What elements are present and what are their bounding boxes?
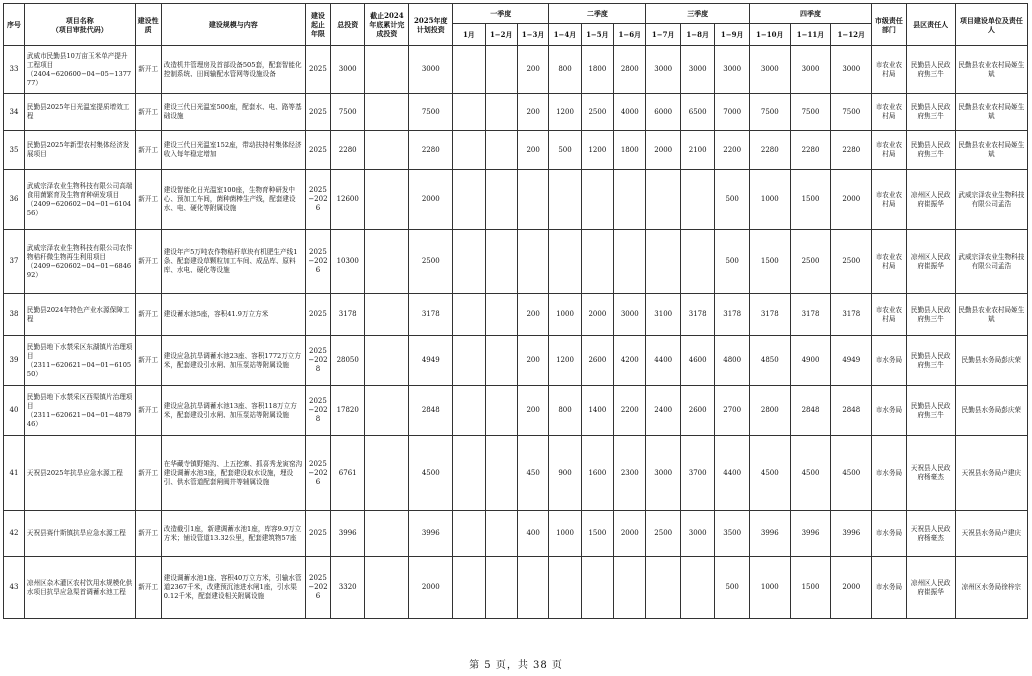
row-month-value: 3000 [680,46,714,94]
row-county-owner: 天祝县人民政府杨豪杰 [906,436,955,511]
row-city-dept: 市水务局 [872,386,906,436]
row-plan: 3000 [409,46,453,94]
row-nature: 新开工 [135,46,161,94]
row-city-dept: 市农业农村局 [872,170,906,230]
row-period: 2025−2026 [305,557,330,619]
row-month-value: 2500 [646,511,680,557]
row-month-value [646,170,680,230]
row-month-value: 4000 [614,94,646,131]
row-month-value: 7500 [749,94,790,131]
row-month-value: 2300 [614,436,646,511]
row-nature: 新开工 [135,557,161,619]
header-owner: 项目建设单位及责任人 [955,4,1027,46]
header-total: 总投资 [330,4,364,46]
row-month-value: 200 [517,386,548,436]
row-month-value [453,336,485,386]
row-project-owner: 凉州区水务局徐梓宗 [955,557,1027,619]
row-nature: 新开工 [135,94,161,131]
row-plan: 2000 [409,170,453,230]
row-month-value: 4500 [831,436,872,511]
row-month-value: 1000 [749,557,790,619]
row-month-value: 2848 [790,386,831,436]
header-city-dept: 市级责任部门 [872,4,906,46]
row-period: 2025 [305,46,330,94]
row-month-value [680,230,714,294]
row-scale: 改造截引1座，新建调蓄水池1座，库容9.9万立方米；铺设管道13.32公里，配套建筑物57座 [161,511,305,557]
row-month-value: 200 [517,294,548,336]
row-period: 2025 [305,131,330,170]
row-month-value [614,557,646,619]
row-month-value: 3178 [790,294,831,336]
row-plan: 2280 [409,131,453,170]
page-footer: 第 5 页，共 38 页 [469,660,563,671]
row-month-value: 3000 [614,294,646,336]
row-city-dept: 市农业农村局 [872,294,906,336]
row-plan: 4949 [409,336,453,386]
row-month-value [485,46,517,94]
header-q1: 一季度 [453,4,549,24]
header-q4: 四季度 [749,4,871,24]
row-month-value: 4900 [790,336,831,386]
row-month-value [485,170,517,230]
row-month-value: 4200 [614,336,646,386]
row-project-name: 民勤县地下水禁采区东湖镇片治理项目 （2311−620621−04−01−610550） [24,336,135,386]
row-month-value [517,230,548,294]
row-project-owner: 民勤县水务局彭庆荣 [955,386,1027,436]
row-scale: 建设智能化日光温室100座，生物育种研发中心、预加工车间，菌种菌棒生产线，配套建设水、电、硬化等附属设施 [161,170,305,230]
row-nature: 新开工 [135,336,161,386]
row-project-owner: 民勤县农业农村局姬生斌 [955,294,1027,336]
row-month-value: 200 [517,46,548,94]
row-month-value: 2280 [749,131,790,170]
row-month-value: 3000 [790,46,831,94]
row-seq: 37 [4,230,25,294]
row-month-value [453,294,485,336]
row-period: 2025 [305,294,330,336]
row-month-value: 4800 [715,336,750,386]
row-month-value: 1000 [549,511,581,557]
row-month-value [453,386,485,436]
row-done [365,230,409,294]
row-month-value [485,336,517,386]
table-row [4,386,1028,436]
table-row [4,511,1028,557]
row-total: 3320 [330,557,364,619]
header-month: 1−3月 [517,24,548,46]
row-project-owner: 武威宗泽农业生物科技有限公司孟浩 [955,170,1027,230]
row-month-value: 2800 [749,386,790,436]
row-month-value: 2000 [831,170,872,230]
row-month-value: 3996 [790,511,831,557]
row-month-value: 4400 [646,336,680,386]
row-month-value: 3178 [831,294,872,336]
row-month-value [614,170,646,230]
row-project-owner: 民勤县农业农村局姬生斌 [955,46,1027,94]
row-month-value: 2200 [715,131,750,170]
header-month: 1−5月 [581,24,613,46]
row-month-value [549,230,581,294]
row-done [365,386,409,436]
row-scale: 改造机井管理房及首部设备505套，配套智能化控制系统、田间输配水管网等设施设备 [161,46,305,94]
row-plan: 3996 [409,511,453,557]
row-month-value: 1500 [790,170,831,230]
row-county-owner: 民勤县人民政府焦三牛 [906,131,955,170]
row-seq: 34 [4,94,25,131]
header-month: 1−6月 [614,24,646,46]
row-month-value [517,557,548,619]
row-project-name: 民勤县2025年新型农村集体经济发展项目 [24,131,135,170]
row-city-dept: 市水务局 [872,511,906,557]
row-month-value: 3996 [831,511,872,557]
row-month-value: 2000 [614,511,646,557]
row-scale: 建设年产5万吨农作物秸秆草块有机肥生产线1条、配套建设草颗粒加工车间、成品库、原料库、水电、硬化等设施 [161,230,305,294]
row-total: 10300 [330,230,364,294]
header-period: 建设起止年限 [305,4,330,46]
row-month-value [453,46,485,94]
row-month-value: 4500 [749,436,790,511]
row-scale: 建设应急抗旱调蓄水池23座、容积1772万立方米，配套建设引水闸、加压泵站等附属设施 [161,336,305,386]
row-month-value: 3178 [680,294,714,336]
row-month-value [485,230,517,294]
row-month-value: 2500 [790,230,831,294]
row-month-value: 4500 [790,436,831,511]
row-nature: 新开工 [135,131,161,170]
row-done [365,294,409,336]
row-month-value [646,230,680,294]
row-done [365,511,409,557]
header-seq: 序号 [4,4,25,46]
table-row [4,46,1028,94]
row-month-value: 1500 [790,557,831,619]
row-month-value: 900 [549,436,581,511]
table-row [4,336,1028,386]
row-county-owner: 民勤县人民政府焦三牛 [906,94,955,131]
header-month: 1−2月 [485,24,517,46]
row-period: 2025−2028 [305,336,330,386]
row-month-value: 2000 [831,557,872,619]
row-month-value [485,131,517,170]
row-month-value: 2200 [614,386,646,436]
row-month-value: 4400 [715,436,750,511]
row-month-value [549,170,581,230]
row-total: 7500 [330,94,364,131]
row-county-owner: 民勤县人民政府焦三牛 [906,336,955,386]
header-q2: 二季度 [549,4,646,24]
row-total: 12600 [330,170,364,230]
row-total: 17820 [330,386,364,436]
header-month: 1−7月 [646,24,680,46]
row-month-value [485,436,517,511]
row-month-value: 3000 [646,436,680,511]
row-month-value [485,557,517,619]
row-scale: 建设应急抗旱调蓄水池13座、容积118万立方米，配套建设引水闸、加压泵站等附属设施 [161,386,305,436]
row-month-value [453,436,485,511]
row-month-value: 2000 [646,131,680,170]
row-scale: 建设蓄水池5座，容积41.9万立方米 [161,294,305,336]
row-month-value: 500 [549,131,581,170]
row-month-value: 2280 [831,131,872,170]
row-scale: 在华藏寺镇野雉沟、上五挖寨、抓喜秀龙寅窑沟建设调蓄水池3座，配套建设取水设施，埋设引、供水管道配套闸阀井等辅属设施 [161,436,305,511]
row-month-value: 200 [517,131,548,170]
row-month-value: 7500 [790,94,831,131]
row-done [365,94,409,131]
row-plan: 7500 [409,94,453,131]
row-month-value [581,557,613,619]
row-month-value [680,170,714,230]
row-project-name: 民勤县地下水禁采区西渠镇片治理项目 （2311−620621−04−01−487946） [24,386,135,436]
project-table [3,3,1028,619]
row-county-owner: 民勤县人民政府焦三牛 [906,46,955,94]
row-project-owner: 民勤县农业农村局姬生斌 [955,131,1027,170]
row-month-value: 3000 [715,46,750,94]
row-month-value [581,230,613,294]
row-seq: 33 [4,46,25,94]
row-city-dept: 市水务局 [872,336,906,386]
row-month-value [485,386,517,436]
row-month-value: 3178 [749,294,790,336]
row-period: 2025 [305,94,330,131]
row-month-value: 2700 [715,386,750,436]
row-month-value [646,557,680,619]
row-nature: 新开工 [135,436,161,511]
row-month-value: 800 [549,46,581,94]
row-project-name: 武威宗泽农业生物科技有限公司高端食用菌繁育及生物育种研发项目 （2409−620602−04−01−610456） [24,170,135,230]
row-project-name: 民勤县2025年日光温室提质增效工程 [24,94,135,131]
row-nature: 新开工 [135,386,161,436]
row-month-value: 3000 [749,46,790,94]
row-month-value: 2400 [646,386,680,436]
header-month: 1−4月 [549,24,581,46]
row-month-value: 200 [517,336,548,386]
header-county: 县区责任人 [906,4,955,46]
row-county-owner: 民勤县人民政府焦三牛 [906,294,955,336]
row-month-value: 500 [715,230,750,294]
table-row [4,131,1028,170]
row-nature: 新开工 [135,511,161,557]
row-nature: 新开工 [135,230,161,294]
row-month-value [485,511,517,557]
row-scale: 建设三代日光温室500座，配套水、电、路等基础设施 [161,94,305,131]
row-scale: 建设调蓄水池1座、容积40万立方米，引输水管道2367千米，改建预沉池进水闸1座，引水渠0.12千米，配套建设相关附属设施 [161,557,305,619]
header-month: 1−10月 [749,24,790,46]
row-month-value: 2848 [831,386,872,436]
table-row [4,557,1028,619]
row-total: 2280 [330,131,364,170]
row-total: 3996 [330,511,364,557]
row-month-value: 3000 [646,46,680,94]
row-month-value [453,94,485,131]
header-scale: 建设规模与内容 [161,4,305,46]
row-month-value [517,170,548,230]
row-month-value: 450 [517,436,548,511]
row-month-value [485,294,517,336]
row-project-owner: 民勤县水务局彭庆荣 [955,336,1027,386]
row-month-value: 2100 [680,131,714,170]
row-project-owner: 天祝县水务局卢建庆 [955,511,1027,557]
row-done [365,557,409,619]
row-scale: 建设三代日光温室152座，带动扶持村集体经济收入每年稳定增加 [161,131,305,170]
row-month-value: 1800 [581,46,613,94]
row-month-value: 3100 [646,294,680,336]
row-month-value: 3700 [680,436,714,511]
row-month-value: 7500 [831,94,872,131]
row-period: 2025 [305,511,330,557]
header-month: 1−9月 [715,24,750,46]
header-month: 1−11月 [790,24,831,46]
row-month-value: 3000 [831,46,872,94]
row-month-value: 3996 [749,511,790,557]
row-month-value: 500 [715,170,750,230]
table-row [4,170,1028,230]
row-month-value [680,557,714,619]
row-plan: 4500 [409,436,453,511]
row-month-value: 2600 [680,386,714,436]
row-city-dept: 市农业农村局 [872,94,906,131]
row-seq: 41 [4,436,25,511]
row-month-value: 4600 [680,336,714,386]
row-period: 2025−2026 [305,436,330,511]
row-seq: 35 [4,131,25,170]
row-done [365,436,409,511]
row-month-value: 800 [549,386,581,436]
row-month-value: 2280 [790,131,831,170]
row-month-value: 2800 [614,46,646,94]
row-county-owner: 凉州区人民政府崔振华 [906,230,955,294]
row-city-dept: 市水务局 [872,436,906,511]
row-done [365,131,409,170]
row-month-value [453,230,485,294]
header-done: 截止2024年底累计完成投资 [365,4,409,46]
row-project-owner: 天祝县水务局卢建庆 [955,436,1027,511]
table-row [4,94,1028,131]
table-row [4,230,1028,294]
row-month-value: 200 [517,94,548,131]
row-project-name: 天祝县2025年抗旱应急水源工程 [24,436,135,511]
row-seq: 36 [4,170,25,230]
table-row [4,436,1028,511]
row-city-dept: 市农业农村局 [872,131,906,170]
row-seq: 42 [4,511,25,557]
header-month: 1月 [453,24,485,46]
row-month-value: 1000 [749,170,790,230]
row-month-value: 7000 [715,94,750,131]
row-month-value: 1500 [581,511,613,557]
row-month-value: 3178 [715,294,750,336]
row-month-value: 1500 [749,230,790,294]
row-month-value: 500 [715,557,750,619]
row-month-value [549,557,581,619]
header-name: 项目名称 （项目审批代码） [24,4,135,46]
row-month-value: 2500 [581,94,613,131]
row-month-value: 1200 [549,94,581,131]
header-nature: 建设性质 [135,4,161,46]
row-project-name: 天祝县赛什斯镇抗旱应急水源工程 [24,511,135,557]
header-q3: 三季度 [646,4,749,24]
row-month-value [453,170,485,230]
row-project-owner: 武威宗泽农业生物科技有限公司孟浩 [955,230,1027,294]
row-seq: 39 [4,336,25,386]
row-month-value: 1800 [614,131,646,170]
row-month-value: 1400 [581,386,613,436]
row-seq: 43 [4,557,25,619]
row-month-value: 3000 [680,511,714,557]
row-month-value [453,511,485,557]
row-month-value: 1600 [581,436,613,511]
row-total: 28050 [330,336,364,386]
row-project-name: 凉州区杂木灌区农村饮用水规模化供水项目抗旱应急渠首调蓄水池工程 [24,557,135,619]
row-plan: 2500 [409,230,453,294]
row-nature: 新开工 [135,170,161,230]
row-county-owner: 天祝县人民政府杨豪杰 [906,511,955,557]
row-county-owner: 凉州区人民政府崔振华 [906,557,955,619]
row-month-value: 2000 [581,294,613,336]
header-month: 1−8月 [680,24,714,46]
row-period: 2025−2028 [305,386,330,436]
row-city-dept: 市农业农村局 [872,230,906,294]
row-total: 3178 [330,294,364,336]
header-plan: 2025年度计划投资 [409,4,453,46]
row-done [365,336,409,386]
row-project-name: 武威市民勤县10万亩玉米单产提升工程项目 （2404−620600−04−05−137777） [24,46,135,94]
row-month-value: 6000 [646,94,680,131]
row-total: 6761 [330,436,364,511]
row-month-value: 6500 [680,94,714,131]
row-month-value [453,557,485,619]
row-month-value: 3500 [715,511,750,557]
row-month-value: 1000 [549,294,581,336]
row-city-dept: 市水务局 [872,557,906,619]
row-plan: 2848 [409,386,453,436]
row-month-value: 4850 [749,336,790,386]
row-project-name: 武威宗泽农业生物科技有限公司农作物秸秆微生物再生利用项目 （2409−620602−04−01−684692） [24,230,135,294]
row-month-value: 1200 [549,336,581,386]
row-month-value [453,131,485,170]
row-done [365,46,409,94]
table-header [4,4,1028,46]
row-month-value: 400 [517,511,548,557]
row-county-owner: 民勤县人民政府焦三牛 [906,386,955,436]
row-nature: 新开工 [135,294,161,336]
row-done [365,170,409,230]
row-month-value [485,94,517,131]
table-row [4,294,1028,336]
row-project-owner: 民勤县农业农村局姬生斌 [955,94,1027,131]
project-table-sheet [3,3,1028,619]
row-seq: 40 [4,386,25,436]
row-seq: 38 [4,294,25,336]
row-project-name: 民勤县2024年特色产业水源保障工程 [24,294,135,336]
row-month-value [581,170,613,230]
row-month-value: 2600 [581,336,613,386]
row-period: 2025−2026 [305,230,330,294]
row-city-dept: 市农业农村局 [872,46,906,94]
row-period: 2025−2026 [305,170,330,230]
row-month-value: 1200 [581,131,613,170]
row-plan: 2000 [409,557,453,619]
row-month-value [614,230,646,294]
row-month-value: 2500 [831,230,872,294]
table-body [4,46,1028,619]
row-county-owner: 凉州区人民政府崔振华 [906,170,955,230]
row-month-value: 4949 [831,336,872,386]
row-plan: 3178 [409,294,453,336]
header-month: 1−12月 [831,24,872,46]
row-total: 3000 [330,46,364,94]
